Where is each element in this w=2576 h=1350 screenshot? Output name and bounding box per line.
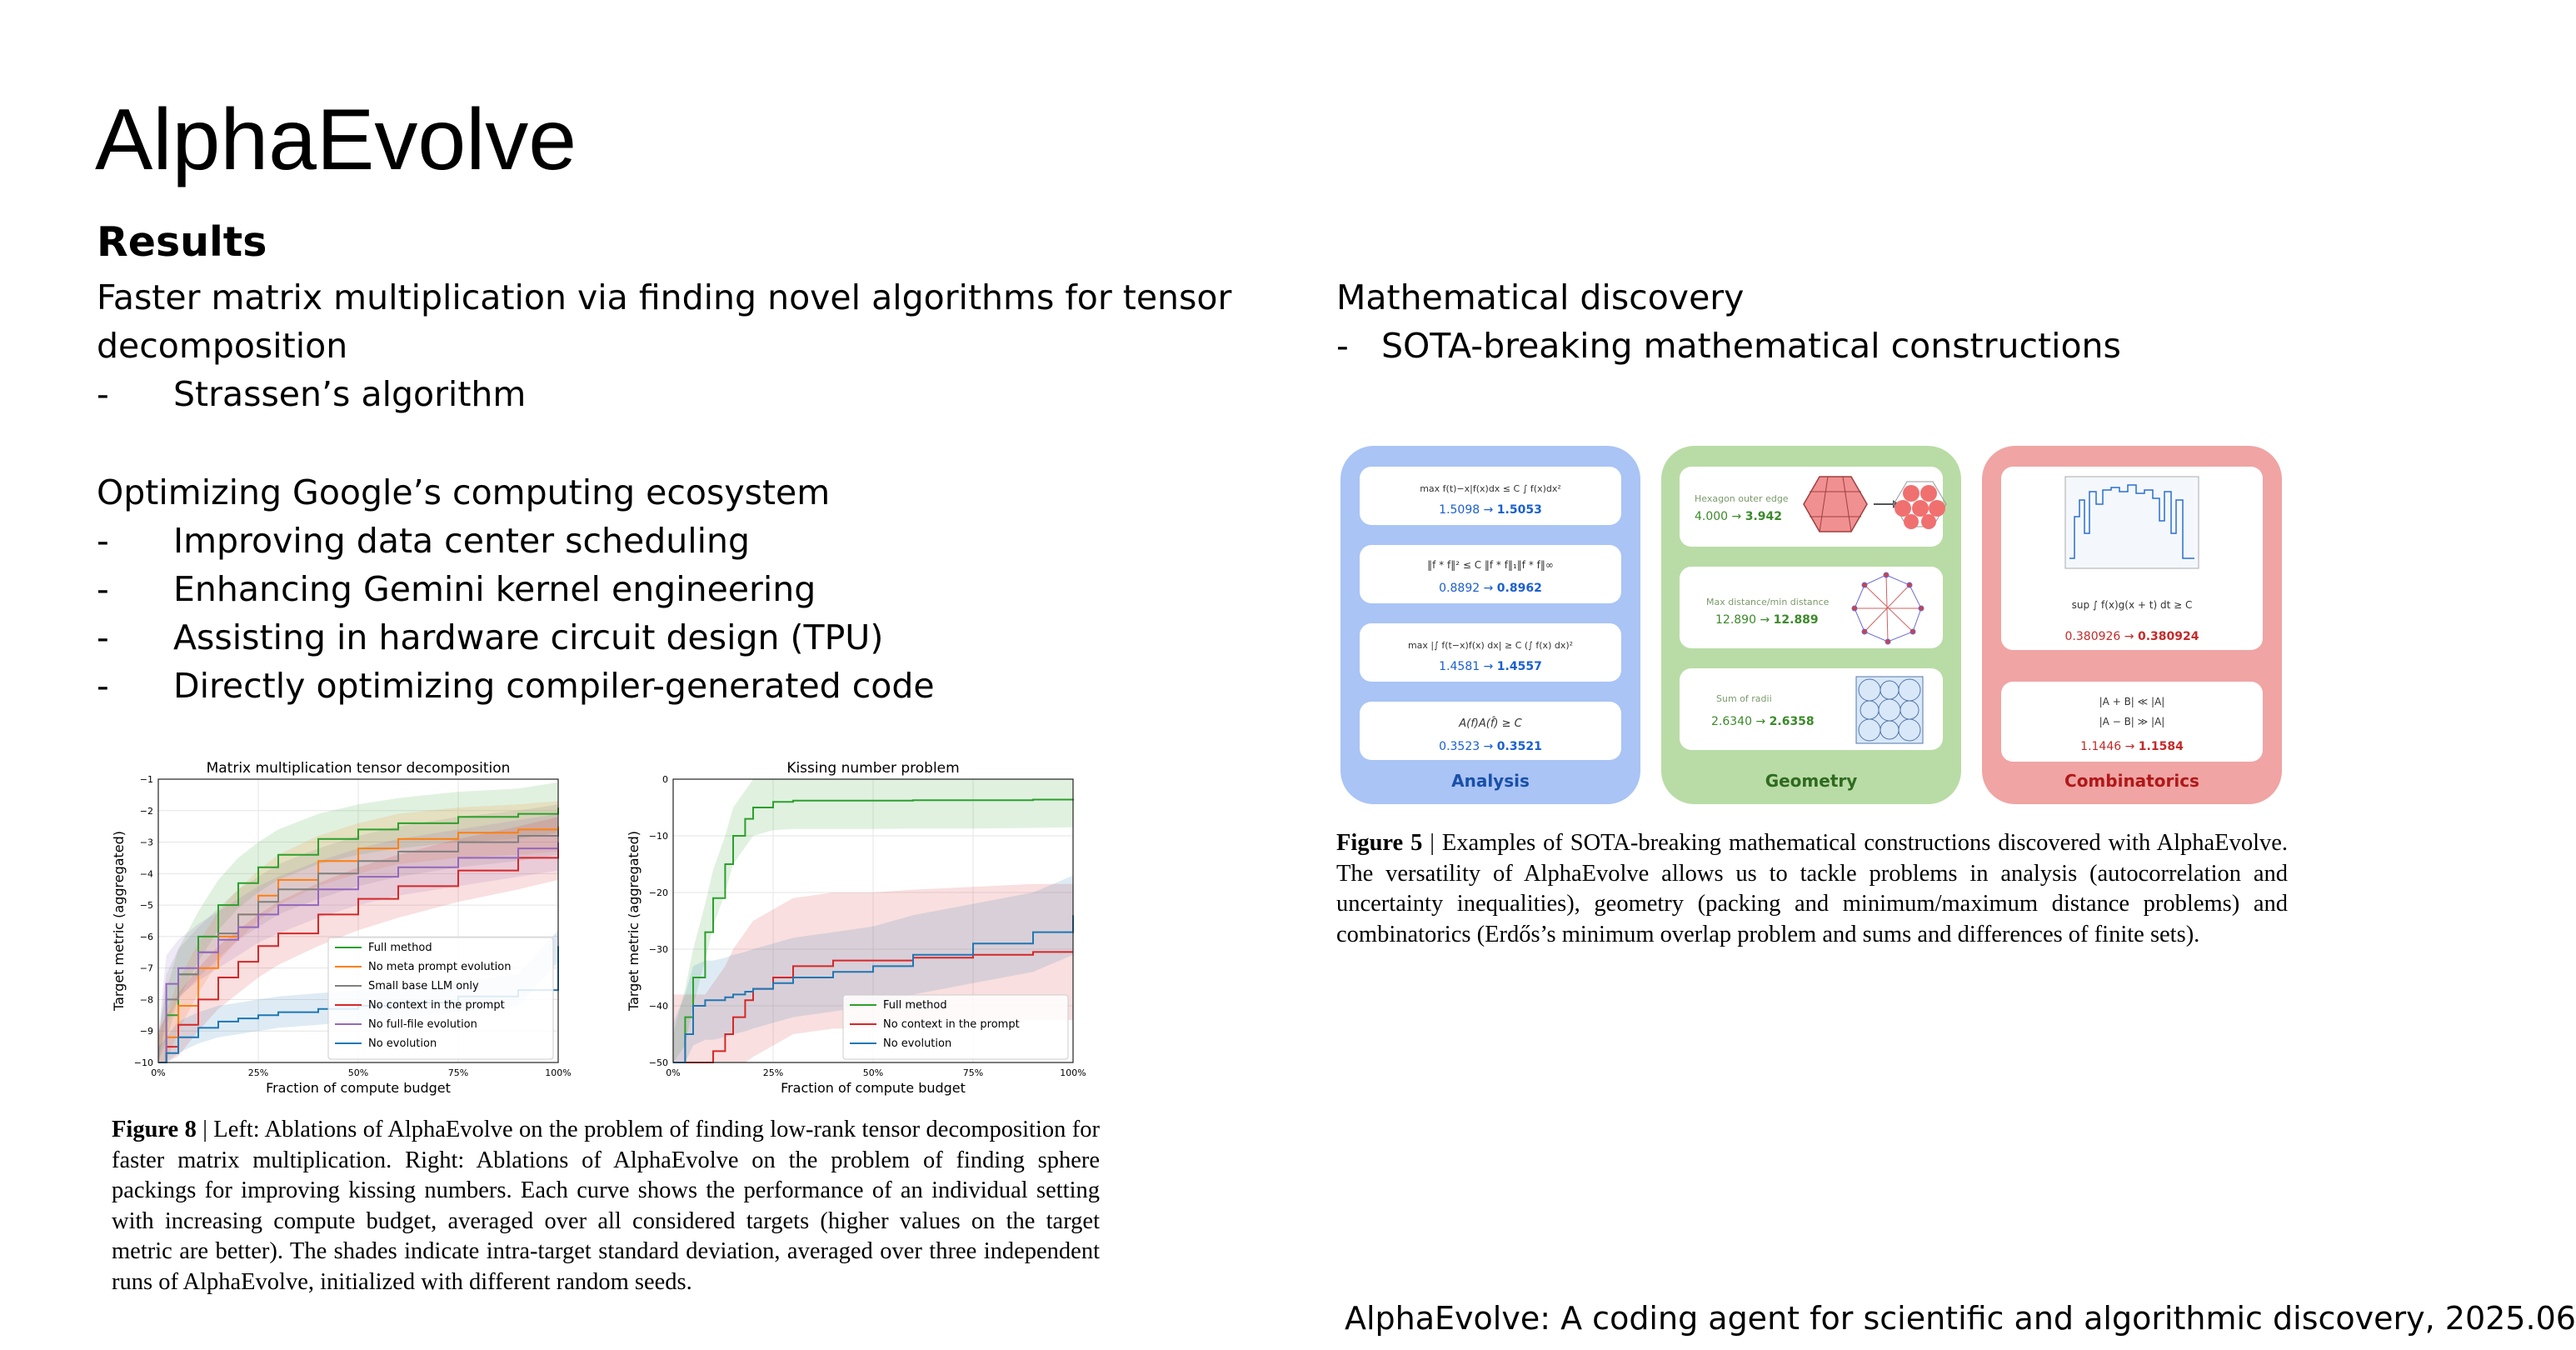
y-tick-label: −40 <box>648 1001 668 1012</box>
bullet-item <box>97 565 1263 613</box>
figure5-caption <box>1336 828 2288 950</box>
step-function-plot-icon <box>2065 477 2199 568</box>
bullet-dash: - <box>97 618 109 658</box>
legend-label: No meta prompt evolution <box>368 961 512 973</box>
legend-label: No context in the prompt <box>883 1018 1020 1031</box>
x-tick-label: 75% <box>447 1068 469 1078</box>
citation-footer: AlphaEvolve: A coding agent for scientific and algorithmic discovery, 2025.06 <box>1345 1300 2576 1337</box>
y-tick-label: −5 <box>139 900 153 912</box>
bullet-text: Enhancing Gemini kernel engineering <box>173 569 816 609</box>
y-tick-label: −20 <box>648 888 668 898</box>
figure-label: Figure 5 <box>1336 830 1423 856</box>
bullet-item <box>1336 322 2336 370</box>
geometry-label: Max distance/min distance <box>1706 597 1830 608</box>
x-tick-label: 0% <box>666 1068 681 1078</box>
geometry-panel <box>1661 446 1961 804</box>
legend-label: No context in the prompt <box>368 999 505 1012</box>
geometry-value: 4.000 → 3.942 <box>1695 510 1783 523</box>
analysis-value: 1.4581 → 1.4557 <box>1439 660 1542 673</box>
y-tick-label: −3 <box>139 837 153 848</box>
x-axis-label: Fraction of compute budget <box>266 1080 451 1096</box>
figure-caption-text: | Examples of SOTA-breaking mathematical constructions discovered with AlphaEvolve. The versatility of AlphaEvolve allows us to tackle problems in analysis (autocorrelation and uncertainty inequalities), geometry (packing and minimum/maximum distance problems) and combinatorics (Erdős’s minimum overlap problem and sums and differences of finite sets). <box>1336 830 2289 948</box>
combinatorics-title: Combinatorics <box>2064 771 2199 791</box>
section-heading: Faster matrix multiplication via finding novel algorithms for tensor <box>97 278 1232 318</box>
bullet-dash: - <box>97 521 109 561</box>
left-section-matrix <box>97 273 1263 418</box>
analysis-formula: ‖f * f‖² ≤ C ‖f * f‖₁‖f * f‖∞ <box>1427 559 1554 571</box>
bullet-item <box>97 370 1263 418</box>
y-axis-label: Target metric (aggregated) <box>111 830 127 1012</box>
geometry-card <box>1680 567 1943 648</box>
y-tick-label: −50 <box>648 1058 668 1068</box>
figure-caption-text: | Left: Ablations of AlphaEvolve on the problem of finding low-rank tensor decomposition for faster matrix multiplication. Right: Ablations of AlphaEvolve on the problem of finding sphere packings for improving kissing numbers. Each curve shows the performance of an individual setting with increasing compute budget, averaged over all considered targets (higher values on the target metric are better). The shades indicate intra-target standard deviation, averaged over three independent runs of AlphaEvolve, initialized with different random seeds. <box>112 1117 1100 1295</box>
bullet-item <box>97 662 1263 710</box>
legend-label: Full method <box>368 942 432 954</box>
y-axis-label: Target metric (aggregated) <box>626 830 642 1012</box>
combinatorics-formula: sup ∫ f(x)g(x + t) dt ≥ C <box>2071 599 2193 611</box>
combinatorics-value: 0.380926 → 0.380924 <box>2064 630 2199 643</box>
y-tick-label: −4 <box>139 868 153 880</box>
figure-label: Figure 8 <box>112 1117 197 1142</box>
figure5-panels <box>1336 442 2294 808</box>
analysis-formula: max |∫ f(t−x)f(x) dx| ≥ C (∫ f(x) dx)² <box>1407 640 1574 651</box>
geometry-value: 2.6340 → 2.6358 <box>1711 715 1815 728</box>
y-tick-label: 0 <box>662 774 668 785</box>
analysis-title: Analysis <box>1451 771 1530 791</box>
x-tick-label: 0% <box>151 1068 166 1078</box>
figure8-caption <box>112 1115 1100 1298</box>
analysis-value: 1.5098 → 1.5053 <box>1439 503 1542 517</box>
bullet-dash: - <box>97 374 109 414</box>
x-tick-label: 50% <box>347 1068 369 1078</box>
circle-packing-icon <box>1856 677 1923 743</box>
legend-label: Small base LLM only <box>368 980 479 992</box>
section-heading: Mathematical discovery <box>1336 278 1745 318</box>
analysis-value: 0.8892 → 0.8962 <box>1439 582 1542 595</box>
x-tick-label: 50% <box>862 1068 884 1078</box>
x-tick-label: 100% <box>545 1068 572 1078</box>
analysis-formula: A(f)A(f̂) ≥ C <box>1459 718 1522 730</box>
bullet-dash: - <box>97 666 109 706</box>
section-heading: Optimizing Google’s computing ecosystem <box>97 472 831 512</box>
chart-title: Kissing number problem <box>786 760 960 777</box>
bullet-text: Strassen’s algorithm <box>173 374 527 414</box>
y-tick-label: −6 <box>139 931 153 942</box>
analysis-formula: max f(t)−x|f(x)dx ≤ C ∫ f(x)dx² <box>1420 483 1561 494</box>
x-tick-label: 25% <box>247 1068 269 1078</box>
legend-label: No full-file evolution <box>368 1018 477 1031</box>
y-tick-label: −7 <box>139 962 153 974</box>
combinatorics-value: 1.1446 → 1.1584 <box>2080 740 2184 753</box>
geometry-value: 12.890 → 12.889 <box>1715 613 1819 627</box>
y-tick-label: −9 <box>139 1026 153 1038</box>
chart-title: Matrix multiplication tensor decomposition <box>206 760 511 777</box>
bullet-item <box>97 613 1263 662</box>
y-tick-label: −10 <box>133 1058 153 1068</box>
y-tick-label: −1 <box>139 774 153 785</box>
y-tick-label: −30 <box>648 944 668 955</box>
x-tick-label: 25% <box>762 1068 784 1078</box>
analysis-panel <box>1340 446 1640 804</box>
bullet-text: SOTA-breaking mathematical constructions <box>1381 326 2121 366</box>
bullet-item <box>97 517 1263 565</box>
bullet-dash: - <box>97 569 109 609</box>
bullet-dash: - <box>1336 326 1349 366</box>
results-heading: Results <box>97 218 267 266</box>
combinatorics-panel <box>1982 446 2282 804</box>
y-tick-label: −8 <box>139 994 153 1006</box>
legend-label: No evolution <box>883 1038 952 1050</box>
legend-label: No evolution <box>368 1038 437 1050</box>
combinatorics-formula: |A + B| ≪ |A| <box>2099 696 2165 708</box>
legend-box <box>328 938 553 1059</box>
section-heading-cont: decomposition <box>97 326 348 366</box>
x-axis-label: Fraction of compute budget <box>781 1080 966 1096</box>
chart-kissing-number <box>623 754 1090 1096</box>
geometry-title: Geometry <box>1765 771 1858 791</box>
right-section-math <box>1336 273 2336 370</box>
analysis-value: 0.3523 → 0.3521 <box>1439 740 1542 753</box>
bullet-text: Improving data center scheduling <box>173 521 751 561</box>
y-tick-label: −2 <box>139 805 153 817</box>
geometry-label: Sum of radii <box>1716 693 1772 704</box>
slide-title: AlphaEvolve <box>95 92 577 188</box>
legend-label: Full method <box>883 999 947 1012</box>
chart-matrix-multiplication <box>108 754 575 1096</box>
bullet-text: Directly optimizing compiler-generated code <box>173 666 935 706</box>
y-tick-label: −10 <box>648 831 668 842</box>
combinatorics-formula: |A − B| ≫ |A| <box>2099 716 2165 728</box>
left-section-google <box>97 468 1263 710</box>
bullet-text: Assisting in hardware circuit design (TPU) <box>173 618 884 658</box>
x-tick-label: 75% <box>962 1068 984 1078</box>
x-tick-label: 100% <box>1060 1068 1086 1078</box>
geometry-label: Hexagon outer edge <box>1695 493 1789 504</box>
